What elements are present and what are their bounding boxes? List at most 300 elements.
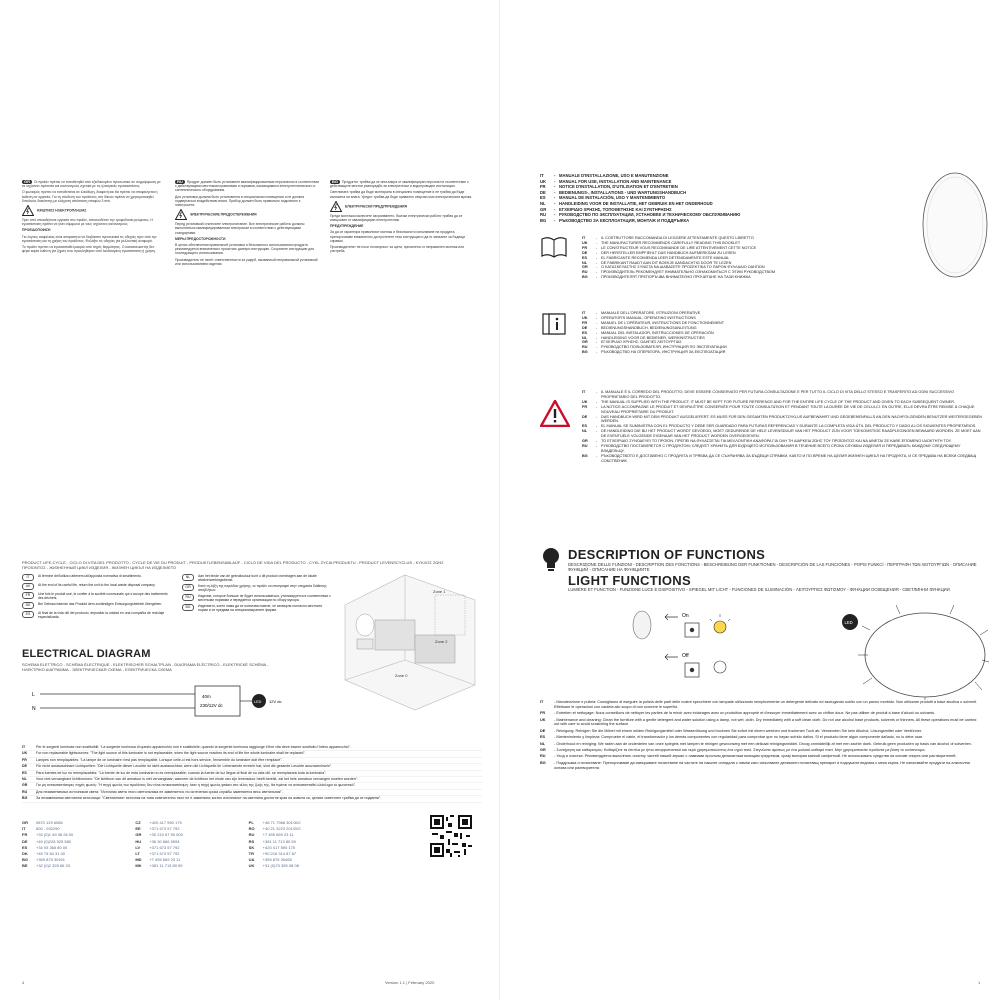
notice-text: MANUALE DELL'OPERATORE, ISTRUZIONI OPERATIVE [601,311,701,315]
country-code: TR [248,851,254,857]
notice-row: DE - DER HERSTELLER EMPFIEHLT DAS HANDBUCH AUFMERKSAM ZU LESEN [582,250,736,255]
column-intro: Продукт должен быть установлен квалифицированным персоналом в соответствии с действующими местными правилами и нормами, касающимися электротехнического и сантехнического оборудования. [175,180,320,193]
lang-code: FR [540,184,546,190]
manual-title-row: NL - HANDLEIDING VOOR DE INSTALLATIE, HET GEBRUIK EN HET ONDERHOUD [540,200,713,206]
note-text: Для незаменяемых источников света: "Источник света этого светильника не заменяется; по истечении срока службы заменяется весь светильник". [36,789,283,794]
lifecycle-row [182,604,332,612]
column-body: Производитель не несёт ответственности за ущерб, вызванный неправильной установкой или использованием изделия. [175,257,318,266]
country-code: RO [248,826,255,832]
lang-code: NL [582,260,588,265]
phone-number[interactable]: +30 210 67 90 000 [149,832,183,838]
lang-code: RU [22,789,28,794]
zone-label: Zone 2 [435,639,448,644]
maintenance-row [540,729,980,734]
notice-text: DE FABRIKANT RAADT AAN DIT BOEKJE AANDACHTIG DOOR TE LEZEN [601,260,732,265]
keep-manual-notice [582,390,982,464]
phone-number[interactable]: +420 417 590 175 [149,820,182,825]
note-text: Für nicht austauschbare Lichtquellen: "Die Lichtquelle dieser Leuchte ist nicht austauschbar; wenn die Lichtquelle ihr Lebensende erreicht hat, sind die gesamte Leuchte auszuwechseln". [36,764,333,769]
notice-text: IL COSTRUTTORE RACCOMANDA DI LEGGERE ATTENTAMENTE QUESTO LIBRETTO [601,236,754,240]
led-mirror-illustration [830,600,990,700]
notice-text: LE CONSTRUCTEUR VOUS RECOMMANDE DE LIRE ATTENTIVEMENT CETTE NOTICE [601,245,757,250]
text-column-gr [22,180,162,560]
lang-code: BG [540,760,546,765]
lang-code: BG [182,604,194,611]
lifecycle-text: Изделие, которое больше не будет использоваться, утилизируется в соответствии с местными нормами и передаётся организации по сбору мусора. [198,594,331,602]
lang-code: FR [582,404,588,409]
phone-number[interactable]: +36 30 866 5594 [149,838,180,844]
notice-text: DAS HANDBUCH WIRD MIT DEM PRODUKT AUSGELIEFERT. ES MUSS FÜR DEN GESAMTEN PRODUKTZYKLUS AUFBEWAHRT UND GEGEBENENFALLS AN DEN NACHFOLGENDEN BENUTZER WEITERGEGEBEN WERDEN. [601,414,982,424]
lang-code: UK [22,583,34,590]
manual-title: ΕΓΧΕΙΡΙΔΙΟ ΧΡΗΣΗΣ, ΤΟΠΟΘΕΤΗΣΗΣ ΚΑΙ ΣΥΝΤΗΡΗΣΗΣ [559,206,672,212]
phone-number[interactable]: +32 (0)2 325 66 33 [36,863,70,869]
phone-number[interactable]: +359 875 30468 [262,857,292,863]
maintenance-row [540,748,980,753]
lifecycle-text: Al termine dell'utilizzo attenersi all'apposita normativa di smaltimento. [38,574,142,578]
electrical-diagram-subtitle: SCHEMA ELETTRICO - SCHÉMA ÉLECTRIQUE - ELEKTRISCHER SCHALTPLAN - DIAGRAMA ELÉCTRICO - ELEKTRICKÉ SCHÉMA - ΗΛΕΚΤΡΙΚΟ ΔΙΑΓΡΑΜΜΑ - ЭЛЕКТРИЧЕСКАЯ СХЕМА - ЕЛЕКТРИЧЕСКА СХЕМА [22,662,269,672]
contact-phone-list [22,820,352,870]
lang-code: ES [582,424,588,429]
lang-code: RU [582,443,588,448]
lightbulb-icon [540,547,562,573]
notice-row: IT - IL COSTRUTTORE RACCOMANDA DI LEGGERE ATTENTAMENTE QUESTO LIBRETTO [582,236,754,240]
country-code: SK [248,844,255,850]
warning-title: ЭЛЕКТРИЧЕСКИЕ ПРЕДОСТЕРЕЖЕНИЯ [190,212,257,217]
column-body: Преди монтажа изключете захранването. Всички електрически работи трябва да се извършват от квалифициран електротехник. [330,213,463,223]
lang-code: GR [582,265,588,270]
notice-row: GR - Ο ΚΑΤΑΣΚΕΥΑΣΤΗΣ ΣΥΝΙΣΤΑ ΝΑ ΔΙΑΒΑΣΕΤΕ ΠΡΟΣΕΚΤΙΚΑ ΤΟ ΠΑΡΟΝ ΦΥΛΛΑΔΙΟ ΟΔΗΓΙΩΝ [582,265,765,270]
page-number: 1 [978,980,981,985]
column-intro: Продуктът трябва да се инсталира от квалифициран персонал в съответствие с действащите местни разпоредби за електрически и водопроводни инсталации. [330,180,469,189]
country-code: LT [135,851,140,857]
notice-text: MANUAL DEL INSTALADOR, INSTRUCCIONES DE OPERACIÓN [601,330,714,335]
led-label: LED [254,700,262,704]
maintenance-text: - Maintenance and cleaning: Clean the furniture with a gentle detergent and water solution using a damp, not wet, cloth. Dry immediately with a soft clean cloth. Do not use alcohol base products, solvents or thinners. All these operations must be carried out with care to avoid scratching the surface. [554,717,977,727]
section-title: ΠΡΟΕΙΔΟΠΟΙΗΣΗ [22,228,51,233]
maintenance-row [540,700,980,710]
manual-title-row: UK - MANUAL FOR USE, INSTALLATION AND MAINTENANCE [540,178,672,184]
light-functions-subtitle: LUMIÈRE ET FUNCTION - FUNZIONE LUCE E DISPOSITIVO - SPIEGEL MIT LICHT - FUNCIONES DE ILUMINACIÓN - ΛΕΙΤΟΥΡΓΙΕΣ ΦΩΤΙΣΜΟΥ - ФУНКЦИИ ОСВЕЩЕНИЯ - СВЕТЛИННИ ФУНКЦИИ [568,587,950,592]
bulb-off-icon [714,661,726,673]
notice-text: Ο ΚΑΤΑΣΚΕΥΑΣΤΗΣ ΣΥΝΙΣΤΑ ΝΑ ΔΙΑΒΑΣΕΤΕ ΠΡΟΣΕΚΤΙΚΑ ΤΟ ΠΑΡΟΝ ΦΥΛΛΑΔΙΟ ΟΔΗΓΙΩΝ [601,265,765,270]
phone-number[interactable]: 0870 129 6086 [36,820,63,825]
notice-text: ПРОИЗВОДИТЕЛЯТ ПРЕПОРЪЧВА ВНИМАТЕЛНО ПРОЧИТАНЕ НА ТАЗИ КНИЖКА [601,275,751,280]
lang-code: IT [540,173,544,178]
maintenance-row [540,735,980,740]
notice-text: РУКОВОДСТВО ПОСТАВЛЯЕТСЯ С ПРОДУКТОМ; СЛЕДУЕТ ХРАНИТЬ ДЛЯ БУДУЩЕГО ИСПОЛЬЗОВАНИЯ В ТЕЧЕНИЕ ВСЕГО СРОКА СЛУЖБЫ ИЗДЕЛИЯ И ПЕРЕДАВАТЬ КАЖДОМУ СЛЕДУЮЩЕМУ ВЛАДЕЛЬЦУ. [601,443,961,453]
lang-code: ES [22,770,27,775]
lang-code: FR [582,320,588,325]
qr-code-icon[interactable] [430,815,472,857]
notice-text: THE MANUFACTURER RECOMMENDS CAREFULLY READING THIS BOOKLET [601,240,741,245]
lang-code: ES [582,330,588,335]
notice-row: FR - LE CONSTRUCTEUR VOUS RECOMMANDE DE LIRE ATTENTIVEMENT CETTE NOTICE [582,245,757,250]
lang-code: DE [582,325,588,330]
notice-row: NL - DE FABRIKANT RAADT AAN DIT BOEKJE AANDACHTIG DOOR TE LEZEN [582,260,732,265]
phone-number[interactable]: +7 495 669 23 11 [262,832,294,838]
notice-text: DER HERSTELLER EMPFIEHLT DAS HANDBUCH AUFMERKSAM ZU LESEN [601,250,736,255]
live-terminal-label: L [32,692,35,698]
column-body: Πριν από οποιαδήποτε εργασία στο προϊόν, αποσυνδέστε την τροφοδοσία ρεύματος. Η εγκατάσταση πρέπει να γίνει σύμφωνα με τους ισχύοντες κανονισμούς. [22,218,153,227]
notice-text: DE HANDLEIDING DIE BIJ HET PRODUCT WORDT GEVOEGD, MOET GEDURENDE DE HELE LEVENSDUUR VAN HET PRODUCT ZIJN VOOR TOEKOMSTIGE RAADPLEGINGEN BEWAARD WORDEN. ZE MOET AAN DE EVENTUELE VOLGENDE EIGENAAR VAN HET PRODUCT WORDEN OVERGEGEVEN. [601,429,981,439]
notice-row: RU - РУКОВОДСТВО ПОСТАВЛЯЕТСЯ С ПРОДУКТОМ; СЛЕДУЕТ ХРАНИТЬ ДЛЯ БУДУЩЕГО ИСПОЛЬЗОВАНИЯ В ТЕЧЕНИЕ ВСЕГО СРОКА СЛУЖБЫ ИЗДЕЛИЯ И ПЕРЕДАВАТЬ КАЖДОМУ СЛЕДУЮЩЕМУ ВЛАДЕЛЬЦУ. [582,444,982,454]
lang-badge: BG [332,180,338,184]
notice-text: IL MANUALE È IL CORREDO DEL PRODOTTO; DEVE ESSERE CONSERVATO PER FUTURA CONSULTAZIONE E PER TUTTO IL CICLO DI VITA DELLO STESSO E TRASFERITO AD OGNI SUCCESSIVO PROPRIETARIO DEL PRODOTTO. [601,390,955,399]
notice-text: MANUEL DE L'OPÉRATEUR, INSTRUCTIONS DE FONCTIONNEMENT [601,320,725,325]
manual-title: РУКОВОДСТВО ПО ЭКСПЛУАТАЦИИ, УСТАНОВКЕ И ТЕХНИЧЕСКОМУ ОБСЛУЖИВАНИЮ [559,212,741,218]
manual-titles [540,173,800,223]
lang-code: DE [582,250,588,255]
phone-number[interactable]: +90 216 314 87 87 [262,851,297,857]
country-code: DK [22,851,28,857]
maintenance-text: - Συντήρηση και καθαρισμός: Καθαρίζετε τα έπιπλα με ήπιο απορρυπαντικό και νερό χρησιμοποιώντας ένα υγρό πανί. Στεγνώστε αμέσως με ένα μαλακό καθαρό πανί. Μην χρησιμοποιείτε προϊόντα με βάση το οινόπνευμα. [554,747,926,752]
info-manual-icon [540,312,568,336]
lifecycle-row [22,574,172,581]
warning-title: ЕЛЕКТРИЧЕСКИ ПРЕДУПРЕЖДЕНИЯ [345,204,407,209]
note-text: Lampes non remplaçables: "La lampe de ce luminaire n'est pas remplaçable. Lorsque celle-ci est hors service, l'ensemble du luminaire doit être remplacé". [36,757,283,762]
lang-code: UK [582,240,588,245]
notice-row: RU - ПРОИЗВОДИТЕЛЬ РЕКОМЕНДУЕТ ВНИМАТЕЛЬНО ОЗНАКОМИТЬСЯ С ЭТИМ РУКОВОДСТВОМ [582,270,776,275]
lang-code: GR [182,584,194,591]
off-label: Off [682,653,689,659]
lang-code: IT [582,311,586,315]
phone-number[interactable]: +420 417 590 175 [262,844,296,850]
phone-number[interactable]: +33 (0)1 49 38 26 00 [36,832,74,838]
lang-code: ES [540,735,546,740]
lifecycle-row [182,594,332,602]
lang-code: DE [540,189,546,195]
phone-number[interactable]: +40 21 3223 201/202 [262,826,301,832]
lang-code: NL [22,777,27,782]
notice-row: BG - РЪКОВОДСТВО НА ОПЕРАТОРА, ИНСТРУКЦИЯ ЗА ЕКСПЛОАТАЦИЯ [582,350,726,355]
note-text: Para fuentes de luz no reemplazables: "La fuente de luz de esta luminaria no es reemplazable; cuando la fuente de luz llegue al final de su vida útil, se reemplazará toda la luminaria". [36,770,327,775]
text-column-bg [330,180,475,560]
read-carefully-notice [582,236,982,280]
manual-title: HANDLEIDING VOOR DE INSTALLATIE, HET GEBRUIK EN HET ONDERHOUD [559,200,713,206]
open-book-icon [540,235,568,259]
note-text: Για μη αντικαταστάσιμες πηγές φωτός: "Η πηγή φωτός του προϊόντος δεν είναι αντικαταστάσιμη· όταν η πηγή φωτός φτάσει στο τέλος της ζωής της, θα πρέπει να αντικατασταθεί ολόκληρο το φωτιστικό". [36,783,356,788]
country-code: PL [248,820,254,825]
notice-text: EL FABRICANTE RECOMIENDA LEER DETENIDAMENTE ESTE MANUAL [601,255,730,260]
lifecycle-row [22,592,172,600]
country-code: LV [135,844,141,850]
lang-code: FR [582,245,588,250]
lang-code: IT [540,700,544,704]
country-code: FR [22,832,28,838]
column-body: Производителят не носи отговорност за щети, причинени от неправилен монтаж или употреба. [330,245,465,254]
phone-number[interactable]: +359 875 30401 [36,857,66,863]
country-code: GR [135,832,142,838]
notice-row: ES - MANUAL DEL INSTALADOR, INSTRUCCIONES DE OPERACIÓN [582,330,714,335]
phone-number[interactable]: +371 673 57 792 [149,844,180,850]
lang-code: BG [582,275,588,280]
maintenance-text: - Reinigung: Reinigen Sie die Möbel mit einem milden Reinigungsmittel oder Wasserlösung und trocknen Sie sofort mit einem weichen und trockenen Tuch ab. Verwenden Sie kein Alkohol, Lösungsmittel oder Verdünner. [554,728,922,733]
lang-code: NL [540,200,546,206]
non-replaceable-light-notes [22,745,482,803]
country-code: GR [22,820,28,825]
maintenance-text: - Manutenzione e pulizia: Consigliamo di eseguire la pulizia delle parti delle nostre specchiere con lampade utilizzando semplicemente un detergente delicato ed asciugando subito con un panno morbido. Non utilizzare prodotti a base alcolica o solventi. Effettuare le operazioni con cautela allo scopo di non scorrere le superfici. [554,700,978,709]
notice-row: GR - ΕΓΧΕΙΡΙΔΙΟ ΧΡΗΣΗΣ, ΟΔΗΓΙΕΣ ΛΕΙΤΟΥΡΓΙΑΣ [582,340,682,345]
notice-text: HANDLEIDING VOOR DE BEDIENER, WERKINSTRUCTIES [601,335,705,340]
lifecycle-text: Aan het einde van de gebruiksduur kunt u dit product overdragen aan de lokale afvalverwerkingsdienst. [198,574,317,582]
led-badge: LED [844,620,853,625]
lang-code: ES [540,195,546,201]
lifecycle-row [182,574,332,582]
lang-code: BG [582,350,588,355]
phone-number[interactable]: +48 71 7968 301/302 [262,820,301,825]
lifecycle-row [182,584,332,592]
phone-number[interactable]: +45 75 84 31 00 [36,851,66,857]
country-code: IT [22,826,26,832]
lang-code: GR [22,783,28,788]
lifecycle-row [22,583,172,590]
phone-number[interactable]: +381 11 713 80 59 [149,863,183,869]
notice-text: OPERATOR'S MANUAL, OPERATING INSTRUCTIONS [601,315,696,320]
bulb-on-icon [714,621,726,633]
description-subtitle: DESCRIZIONE DELLE FUNZIONI - DESCRIPTION DES FONCTIONS - BESCHREIBUNG DER FUNKTIONEN - DESCRIPCIÓN DE LAS FUNCIONES - POPIS FUNKCÍ - ΠΕΡΙΓΡΑΦΗ ΤΩΝ ΛΕΙΤΟΥΡΓΙΩΝ - ОПИСАНИЕ ФУНКЦИЙ - ОПИСАНИЕ НА ФУНКЦИИТЕ [568,562,977,573]
notice-text: ΕΓΧΕΙΡΙΔΙΟ ΧΡΗΣΗΣ, ΟΔΗΓΙΕΣ ΛΕΙΤΟΥΡΓΙΑΣ [601,340,682,345]
maintenance-text: - Поддръжка и почистване: Препоръчваме да извършвате почистване на частите на нашите огледала с лампи като използвате деликатен почистващ препарат и подсушите веднага с мека кърпа. Не използвайте продукти на алкохолна основа или разтворители. [554,760,970,770]
note-text: Per le sorgenti luminose non sostituibili: "La sorgente luminosa di questo apparecchio non è sostituibile; quando la sorgente luminosa raggiunge il fine vita deve essere sostituito l'intero apparecchio". [36,745,351,749]
manual-title-row: BG - РЪКОВОДСТВО ЗА ЕКСПЛОАТАЦИЯ, МОНТАЖ И ПОДДРЪЖКА [540,217,690,223]
electric-hazard-icon [330,201,342,212]
transformer-rating: 40m [202,694,211,699]
notice-row: ES - EL MANUAL SE SUMINISTRA CON EL PRODUCTO Y DEBE SER GUARDADO PARA FUTURAS REFERENCIAS Y DURANTE LA COMPLETA VIDA ÚTIL DEL PRODUCTO Y DADO A LOS SIGUIENTES PROPIETARIOS. [582,424,977,429]
wiring-schematic [30,680,290,730]
phone-number[interactable]: +49 (0)228 525 580 [36,838,72,844]
notice-text: EL MANUAL SE SUMINISTRA CON EL PRODUCTO Y DEBE SER GUARDADO PARA FUTURAS REFERENCIAS Y DURANTE LA COMPLETA VIDA ÚTIL DEL PRODUCTO Y DADO A LOS SIGUIENTES PROPIETARIOS. [601,424,977,429]
lifecycle-row [22,611,172,619]
contact-row [22,863,125,869]
maintenance-row [540,718,980,728]
lang-code: GR [540,747,546,752]
notice-row: DE - DAS HANDBUCH WIRD MIT DEM PRODUKT AUSGELIEFERT. ES MUSS FÜR DEN GESAMTEN PRODUKTZYKLUS AUFBEWAHRT UND GEGEBENENFALLS AN DEN NACHFOLGENDEN BENUTZER WEITERGEGEBEN WERDEN. [582,414,982,424]
notice-text: РЪКОВОДСТВО НА ОПЕРАТОРА, ИНСТРУКЦИЯ ЗА ЕКСПЛОАТАЦИЯ [601,350,726,355]
maintenance-row [540,742,980,747]
notice-text: LA NOTICE ACCOMPAGNE LE PRODUIT ET DEVRA ÊTRE CONSERVÉE POUR TOUTE CONSULTATION ET PENDANT TOUTE LA DURÉE DE VIE DE CELUI-CI. EN OUTRE, ELLE DEVRA ÊTRE REMISE À CHAQUE NOUVEAU PROPRIÉTAIRE DU PRODUIT. [601,404,975,414]
lifecycle-list-b [182,574,332,621]
lang-code: GR [582,439,588,444]
zone-label: Zone 0 [395,673,408,678]
lang-code: DE [540,728,546,733]
note-text: За незаменяеми светлинни източници: "Светлинният източник на това осветително тяло не е заменяем; когато източникът на светлина достигне края на живота си, целият осветител трябва да се подмени". [36,796,382,801]
column-body: Перед установкой отключите электропитание. Все электрические работы должны выполняться квалифицированным электриком в соответствии с действующими стандартами. [175,222,305,235]
country-code: UA [248,857,255,863]
lifecycle-text: Bei Gebrauchsende das Produkt dem zuständigen Entsorgungsbetrieb übergeben. [38,602,163,606]
lang-code: UK [540,717,546,722]
maintenance-row [540,711,980,716]
page-number: 4 [22,980,25,985]
column-body: Для установки должна быть установлена в специальном помещении и не должна подвергаться воздействию влаги. Прибор должен быть правильно подключен к электросети. [175,194,305,208]
phone-number[interactable]: +371 673 57 792 [149,826,180,832]
zone-label: Zone 1 [433,589,446,594]
notice-text: THE MANUAL IS SUPPLIED WITH THE PRODUCT; IT MUST BE KEPT FOR FUTURE REFERENCE AND FOR THE ENTIRE LIFE CYCLE OF THE PRODUCT AND GIVEN TO EACH SUBSEQUENT OWNER. [601,399,956,404]
warning-triangle-icon [540,400,570,427]
lang-code: RU [582,270,588,275]
phone-number[interactable]: +34 93 365 80 00 [36,844,68,850]
lifecycle-heading: PRODUCT LIFE-CYCLE - CICLO DI VITA DEL PRODOTTO - CYCLE DE VIE DU PRODUIT - PRODUKTLEBENSABLAUF - CICLO DE VIDA DEL PRODUCTO - CYKL ŻYCIA PRODUKTU - PRODUCT LEVENSCYCLUS - ΚΥΚΛΟΣ ΖΩΗΣ ΠΡΟΪΟΝΤΟΣ - ЖИЗНЕННЫЙ ЦИКЛ ИЗДЕЛИЯ - ЖИЗНЕН ЦИКЪЛ НА ИЗДЕЛИЕТО [22,560,444,570]
note-text: Voor niet-vervangbare lichtbronnen: "De lichtbron van dit armatuur is niet vervangbaar; wanneer de lichtbron het einde van zijn levensduur heeft bereikt, zal het hele armatuur vervangen moeten worden". [36,777,358,782]
notice-row: BG - ПРОИЗВОДИТЕЛЯТ ПРЕПОРЪЧВА ВНИМАТЕЛНО ПРОЧИТАНЕ НА ТАЗИ КНИЖКА [582,275,751,280]
notice-row: FR - MANUEL DE L'OPÉRATEUR, INSTRUCTIONS DE FONCTIONNEMENT [582,320,725,325]
lang-code: NL [182,574,194,581]
notice-row: UK - THE MANUAL IS SUPPLIED WITH THE PRODUCT; IT MUST BE KEPT FOR FUTURE REFERENCE AND FOR THE ENTIRE LIFE CYCLE OF THE PRODUCT AND GIVEN TO EACH SUBSEQUENT OWNER. [582,399,956,404]
manual-title: BEDIENUNGS-, INSTALLATIONS - UND WARTUNGSHANDBUCH [559,189,687,195]
maintenance-text: - Уход и очистка: Рекомендуется выполнять очистку частей нашей зеркал с лампами простым деликатным моющим средством, сразу вытирая мягкой салфеткой. Не использовать средства на основе спирта или растворителей. [554,754,957,759]
lang-code: BG [22,796,28,801]
lang-code: GR [540,206,547,212]
electric-hazard-icon [22,205,34,216]
notice-row: FR - LA NOTICE ACCOMPAGNE LE PRODUIT ET DEVRA ÊTRE CONSERVÉE POUR TOUTE CONSULTATION ET PENDANT TOUTE LA DURÉE DE VIE DE CELUI-CI. EN OUTRE, ELLE DEVRA ÊTRE REMISE À CHAQUE NOUVEAU PROPRIÉTAIRE DU PRODUIT. [582,405,982,415]
manual-title: РЪКОВОДСТВО ЗА ЕКСПЛОАТАЦИЯ, МОНТАЖ И ПОДДРЪЖКА [559,217,690,223]
country-code: BE [22,863,28,869]
country-code: RU [248,832,255,838]
lifecycle-text: Изделието, което няма да се използва повече, се изхвърля съгласно местните норми и се предава на специализираните фирми. [198,604,323,612]
country-code: BG [22,857,28,863]
note-row [22,796,482,802]
notice-row: ES - EL FABRICANTE RECOMIENDA LEER DETENIDAMENTE ESTE MANUAL [582,255,730,260]
notice-row: IT - MANUALE DELL'OPERATORE, ISTRUZIONI OPERATIVE [582,311,701,315]
column-body: Για λόγους ασφαλείας είναι απαραίτητο να διαβάσετε προσεκτικά τις οδηγίες πριν από την εγκατάσταση και τη χρήση του προϊόντος. Φυλάξτε τις οδηγίες για μελλοντική αναφορά. [22,234,157,243]
notice-row: NL - HANDLEIDING VOOR DE BEDIENER, WERKINSTRUCTIES [582,335,705,340]
manual-title-row: RU - РУКОВОДСТВО ПО ЭКСПЛУАТАЦИИ, УСТАНОВКЕ И ТЕХНИЧЕСКОМУ ОБСЛУЖИВАНИЮ [540,212,741,218]
lang-code: RU [582,345,588,350]
lang-code: DE [582,414,588,419]
manual-title: MANUAL DE INSTALACIÓN, USO Y MANTENIMIENTO [559,195,666,201]
country-code: UK [248,863,255,869]
notice-text: BEDIENUNGSHANDBUCH, BEDIENUNGSANLEITUNG [601,325,697,330]
country-code: HU [135,838,142,844]
contact-col [249,820,352,870]
electric-hazard-icon [175,209,187,220]
lang-code: DE [22,764,27,769]
lang-code: DE [22,602,34,609]
manual-title: MANUAL FOR USE, INSTALLATION AND MAINTENANCE [559,178,672,184]
contact-row [135,863,238,869]
lang-code: BG [582,453,588,458]
lifecycle-list-a [22,574,172,621]
column-body: В целях обеспечения правильной установки и безопасного использования продукта рекомендуется внимательно прочитать данную инструкцию. Сохраните инструкцию для последующего использования. [175,243,315,256]
lang-code: FR [22,592,34,599]
notice-row: IT - IL MANUALE È IL CORREDO DEL PRODOTTO; DEVE ESSERE CONSERVATO PER FUTURA CONSULTAZIONE E PER TUTTO IL CICLO DI VITA DELLO STESSO E TRASFERITO AD OGNI SUCCESSIVO PROPRIETARIO DEL PRODOTTO. [582,390,982,400]
maintenance-section [540,700,980,772]
phone-number[interactable]: +31 (0)73 355 08 08 [262,863,299,869]
manual-title-row: ES - MANUAL DE INSTALACIÓN, USO Y MANTENIMIENTO [540,195,666,201]
maintenance-text: - Entretien et nettoyage: Nous conseillons de nettoyer les parties de la miroir avec éclairages avec un produition approprié et d'essuyer immédiatement avec un chiffon doux. Ne pas utiliser de produit à base d'alcool ou solvants. [554,711,936,716]
lang-badge: RU [177,180,183,184]
maintenance-text: - Onderhoud en reiniging: We raden aan de onderdelen van onze spiegels met lampen te reinigen gewoonweg met een delicaat reinigingsmiddel. Droog onmiddellijk af met een zachte doek. Gebruik geen producten op basis van alcohol of solventen. [554,741,972,746]
phone-number[interactable]: +381 11 713 80 59 [262,838,296,844]
lifecycle-text: Κατά τη λήξη της περιόδου χρήσης, το προϊόν να επιστραφεί στην υπηρεσία διάθεσης αποβλήτων. [198,584,327,592]
country-code: CZ [135,820,141,825]
lang-code: RU [540,212,547,218]
contact-col [135,820,238,870]
notice-row: NL - DE HANDLEIDING DIE BIJ HET PRODUCT WORDT GEVOEGD, MOET GEDURENDE DE HELE LEVENSDUUR VAN HET PRODUCT ZIJN VOOR TOEKOMSTIGE RAADPLEGINGEN BEWAARD WORDEN. ZE MOET AAN DE EVENTUELE VOLGENDE EIGENAAR VAN HET PRODUCT WORDEN OVERGEGEVEN. [582,429,981,439]
manual-title-row: DE - BEDIENUNGS-, INSTALLATIONS - UND WARTUNGSHANDBUCH [540,189,687,195]
section-title: МЕРЫ ПРЕДОСТОРОЖНОСТИ [175,236,226,241]
manual-title-row: IT - MANUALE D'INSTALLAZIONE, USO E MANUTENZIONE [540,173,669,178]
country-code: ES [22,844,28,850]
maintenance-row [540,754,980,759]
bathroom-zones-illustration [335,565,485,715]
notice-text: ПРОИЗВОДИТЕЛЬ РЕКОМЕНДУЕТ ВНИМАТЕЛЬНО ОЗНАКОМИТЬСЯ С ЭТИМ РУКОВОДСТВОМ [601,270,776,275]
lang-code: ES [22,611,34,618]
lang-code: UK [582,315,588,320]
notice-row: UK - OPERATOR'S MANUAL, OPERATING INSTRUCTIONS [582,315,696,320]
phone-number[interactable]: +371 673 57 792 [149,851,180,857]
lifecycle-text: Une fois le produit usé, le confier à la société communale qui s'occupe des traitements des déchets. [38,592,168,600]
on-label: On [682,613,689,619]
lang-code: IT [22,574,34,581]
notice-row: UK - THE MANUFACTURER RECOMMENDS CAREFULLY READING THIS BOOKLET [582,240,741,245]
operator-manual-notice [582,311,982,355]
text-column-ru [175,180,320,560]
warning-title: ΚΙΝΔΥΝΟΣ ΗΛΕΚΤΡΟΠΛΗΞΙΑΣ [37,208,87,213]
lifecycle-text: Al final de la vida útil del producto, depositar la unidad en una compañía de reciclaje especializada. [38,611,165,619]
manual-title-row: GR - ΕΓΧΕΙΡΙΔΙΟ ΧΡΗΣΗΣ, ΤΟΠΟΘΕΤΗΣΗΣ ΚΑΙ ΣΥΝΤΗΡΗΣΗΣ [540,206,672,212]
lang-code: IT [582,390,586,394]
transformer-voltage: 230/12V dc [200,703,223,708]
version-label: Version 1.1 | February 2020 [385,980,435,985]
notice-row: DE - BEDIENUNGSHANDBUCH, BEDIENUNGSANLEITUNG [582,325,697,330]
light-functions-title: LIGHT FUNCTIONS [568,573,691,588]
notice-row: GR - ΤΟ ΕΓΧΕΙΡΙΔΙΟ ΣΥΝΟΔΕΥΕΙ ΤΟ ΠΡΟΪΟΝ. ΠΡΕΠΕΙ ΝΑ ΦΥΛΑΣΣΕΤΑΙ ΓΙΑ ΜΕΛΛΟΝΤΙΚΗ ΑΝΑΦΟΡΑ ΓΙΑ ΟΛΗ ΤΗ ΔΙΑΡΚΕΙΑ ΖΩΗΣ ΤΟΥ ΠΡΟΪΟΝΤΟΣ ΚΑΙ ΝΑ ΔΙΝΕΤΑΙ ΣΕ ΚΑΘΕ ΕΠΟΜΕΝΟ ΙΔΙΟΚΤΗΤΗ ΤΟΥ. [582,439,952,444]
column-body: Ο φωτισμός πρέπει να τοποθετείται σε ελεύθερη, διαφανή και θα πρέπει να αποφεύγεται η έκθεση σε υγρασία. Για τη σύνδεση του προϊόντος στο δίκτυο πρέπει να χρησιμοποιηθεί διπολικός διακόπτης με ελάχιστη απόσταση επαφών 3 mm. [22,190,158,203]
notice-row: BG - РЪКОВОДСТВОТО Е ДОСТАВЕНО С ПРОДУКТА И ТРЯБВА ДА СЕ СЪХРАНЯВА ЗА БЪДЕЩИ СПРАВКИ, КАКТО И ПО ВРЕМЕ НА ЦЕЛИЯ ЖИЗНЕН ЦИКЪЛ НА ПРОДУКТА, И СЕ ПРЕДАВА НА ВСЕКИ СЛЕДВАЩ СОБСТВЕНИК. [582,454,982,464]
lang-badge: GR [24,180,30,184]
neutral-terminal-label: N [32,706,36,712]
lang-code: RU [182,594,194,601]
led-output-voltage: 12V dc [269,699,282,704]
electrical-diagram-title: ELECTRICAL DIAGRAM [22,648,151,660]
lang-code: ES [582,255,588,260]
lifecycle-text: At the end of its useful life, return the unit to the local waste disposal company. [38,583,156,587]
lang-code: FR [540,711,546,716]
manual-title: NOTICE D'INSTALLATION, D'UTILISATION ET D'ENTRETIEN [559,184,678,190]
lang-code: IT [582,236,586,240]
notice-text: РУКОВОДСТВО ПОЛЬЗОВАТЕЛЯ, ИНСТРУКЦИЯ ПО ЭКСПЛУАТАЦИИ [601,345,727,350]
description-title: DESCRIPTION OF FUNCTIONS [568,547,766,562]
country-code: MK [135,863,142,869]
right-page [500,0,1000,1000]
column-body: Το προϊόν πρέπει να εγκατασταθεί μακριά από πηγές θερμότητας. Ο κατασκευαστής δεν φέρει καμία ευθύνη για ζημιές που προκλήθηκαν από λανθασμένη εγκατάσταση ή χρήση. [22,245,156,254]
country-code: MD [135,857,142,863]
lang-code: NL [582,335,588,340]
lang-code: UK [582,399,588,404]
lang-code: BG [540,217,547,223]
section-title: ПРЕДУПРЕЖДЕНИЕ [330,224,364,229]
phone-number[interactable]: +7 495 669 23 11 [149,857,181,863]
note-text: For non replaceable lightsources: "The light source of this luminaire is not replaceable; when the light source reaches its end of life the whole luminaire shall be replaced". [36,751,306,756]
lang-code: NL [540,741,546,746]
contact-col [22,820,125,870]
manual-title: MANUALE D'INSTALLAZIONE, USO E MANUTENZIONE [559,173,669,178]
lang-code: IT [22,745,26,749]
lang-code: RU [540,754,546,759]
lang-code: UK [22,751,28,756]
maintenance-row [540,761,980,771]
lifecycle-row [22,602,172,609]
manual-title-row: FR - NOTICE D'INSTALLATION, D'UTILISATION ET D'ENTRETIEN [540,184,678,190]
country-code: RS [248,838,255,844]
notice-text: ΤΟ ΕΓΧΕΙΡΙΔΙΟ ΣΥΝΟΔΕΥΕΙ ΤΟ ΠΡΟΪΟΝ. ΠΡΕΠΕΙ ΝΑ ΦΥΛΑΣΣΕΤΑΙ ΓΙΑ ΜΕΛΛΟΝΤΙΚΗ ΑΝΑΦΟΡΑ ΓΙΑ ΟΛΗ ΤΗ ΔΙΑΡΚΕΙΑ ΖΩΗΣ ΤΟΥ ΠΡΟΪΟΝΤΟΣ ΚΑΙ ΝΑ ΔΙΝΕΤΑΙ ΣΕ ΚΑΘΕ ΕΠΟΜΕΝΟ ΙΔΙΟΚΤΗΤΗ ΤΟΥ. [601,439,952,444]
maintenance-text: - Mantenimiento y limpieza: Compruebe el cable, el transformador y los demás componentes con regularidad para comprobar que no hayan sufrido daños. Si el producto tiene algún componente dañado, no lo debe usar. [554,735,923,740]
notice-text: РЪКОВОДСТВОТО Е ДОСТАВЕНО С ПРОДУКТА И ТРЯБВА ДА СЕ СЪХРАНЯВА ЗА БЪДЕЩИ СПРАВКИ, КАКТО И ПО ВРЕМЕ НА ЦЕЛИЯ ЖИЗНЕН ЦИКЪЛ НА ПРОДУКТА, И СЕ ПРЕДАВА НА ВСЕКИ СЛЕДВАЩ СОБСТВЕНИК. [601,453,977,463]
column-body: Светлината трябва да бъде монтирана в специално помещение и не трябва да бъде изложена на влага. Уредът трябва да бъде правилно свързан към електрическата мрежа. [330,190,473,199]
contact-row [249,863,352,869]
lang-code: NL [582,429,588,434]
lang-code: UK [540,178,547,184]
phone-number[interactable]: 800 - 932290 [36,826,60,832]
